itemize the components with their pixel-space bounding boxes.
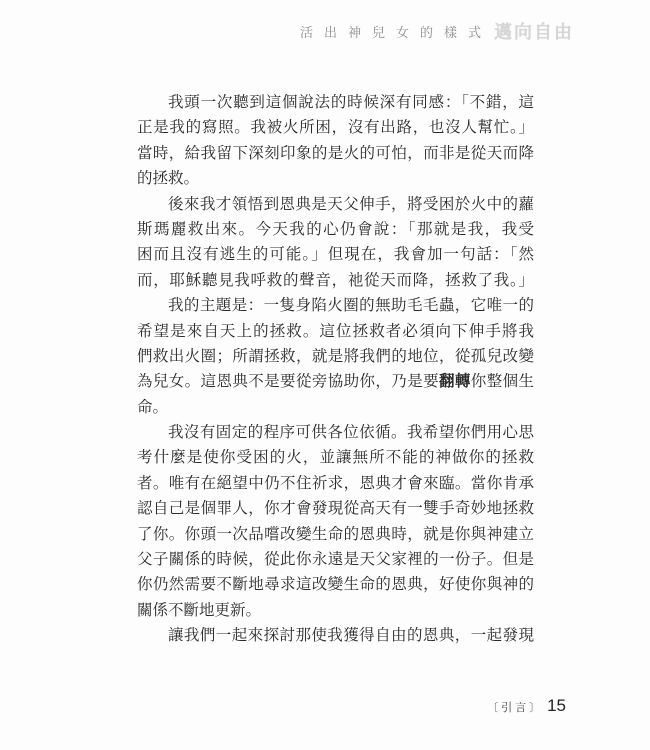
text-line (137, 141, 534, 166)
text-segment: 關係不斷地更新。 (137, 601, 262, 619)
text-line (137, 115, 534, 140)
text-line (137, 572, 534, 597)
text-segment: 了你。你頭一次品嚐改變生命的恩典時，就是你與神建立 (137, 525, 534, 543)
page-footer (487, 696, 566, 716)
text-segment: 為兒女。這恩典不是要從旁協助你，乃是要 (137, 373, 439, 391)
text-segment: 正是我的寫照。我被火所困，沒有出路，也沒人幫忙。」 (137, 119, 534, 137)
text-segment: 父子關係的時候，從此你永遠是天父家裡的一份子。但是 (137, 551, 534, 569)
text-line (137, 395, 534, 420)
text-segment: 我頭一次聽到這個說法的時候深有同感：「不錯，這 (168, 94, 534, 111)
text-line (137, 166, 534, 191)
text-line (137, 242, 534, 267)
text-line (137, 420, 534, 445)
text-line (137, 623, 534, 648)
text-segment: 後來我才領悟到恩典是天父伸手，將受困於火中的蘿 (168, 195, 534, 213)
running-header-title: 活出神兒女的樣式 (299, 24, 492, 40)
text-line (137, 192, 534, 217)
text-line (137, 268, 534, 293)
text-segment: 命。 (137, 398, 169, 416)
book-title-watermark: 邁向自由 (494, 22, 574, 42)
text-line (137, 598, 534, 623)
text-line (137, 547, 534, 572)
text-segment: 我沒有固定的程序可供各位依循。我希望你們用心思 (168, 424, 534, 442)
text-line (137, 319, 534, 344)
text-segment: 的拯救。 (137, 170, 200, 188)
text-segment: 者。唯有在絕望中仍不住祈求，恩典才會來臨。當你肯承 (137, 474, 534, 492)
text-line (137, 471, 534, 496)
emphasized-text: 翻轉 (439, 373, 471, 391)
text-segment: 當時，給我留下深刻印象的是火的可怕，而非是從天而降 (137, 144, 534, 162)
text-segment: 困而且沒有逃生的可能。」但現在，我會加一句話：「然 (137, 246, 534, 264)
text-segment: 你整個生 (470, 373, 534, 391)
text-segment: 你仍然需要不斷地尋求這改變生命的恩典，好使你與神的 (137, 576, 534, 594)
text-segment: 讓我們一起來探討那使我獲得自由的恩典，一起發現 (168, 627, 534, 645)
text-segment: 希望是來自天上的拯救。這位拯救者必須向下伸手將我 (137, 322, 534, 340)
text-segment: 而，耶穌聽見我呼救的聲音，祂從天而降，拯救了我。」 (137, 271, 534, 289)
text-line (137, 522, 534, 547)
text-line (137, 445, 534, 470)
page-header (300, 18, 574, 44)
text-line (137, 369, 534, 394)
page-number: 15 (547, 696, 566, 715)
text-segment: 斯瑪麗救出來。今天我的心仍會說：「那就是我，我受 (137, 220, 534, 238)
text-segment: 考什麼是使你受困的火，並讓無所不能的神做你的拯救 (137, 449, 534, 467)
text-segment: 認自己是個罪人，你才會發現從高天有一雙手奇妙地拯救 (137, 500, 534, 518)
text-line (137, 344, 534, 369)
body-text (137, 90, 534, 649)
text-line (137, 496, 534, 521)
text-segment: 我的主題是：一隻身陷火圈的無助毛毛蟲，它唯一的 (168, 297, 534, 315)
text-segment: 們救出火圈；所謂拯救，就是將我們的地位，從孤兒改變 (137, 347, 534, 365)
section-label: 〔引言〕 (487, 702, 544, 714)
text-line (137, 90, 534, 115)
text-line (137, 293, 534, 318)
text-line (137, 217, 534, 242)
